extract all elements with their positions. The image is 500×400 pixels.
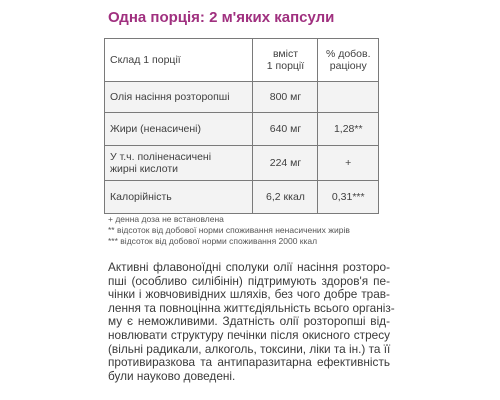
header-daily-value: % добов. раціону — [318, 39, 379, 82]
table-row — [105, 82, 379, 113]
description-line: лення та повноцінна життєдіяльність всього організ- — [108, 300, 395, 315]
ingredient-daily-value — [318, 82, 379, 113]
supplement-facts-table — [104, 38, 379, 214]
ingredient-name: Олія насіння розторопші — [105, 82, 253, 113]
ingredient-daily-value: 1,28** — [318, 113, 379, 146]
footnotes — [108, 214, 350, 247]
description-line: були науково доведені. — [108, 368, 236, 383]
footnote: ** відсоток від добової норми споживання ненасичених жирів — [108, 225, 350, 235]
description-line: Активні флавоноїдні сполуки олії насіння розторо- — [108, 260, 390, 274]
ingredient-daily-value: + — [318, 146, 379, 181]
table-row — [105, 181, 379, 214]
table-row — [105, 113, 379, 146]
ingredient-amount: 224 мг — [253, 146, 318, 181]
ingredient-daily-value: 0,31*** — [318, 181, 379, 214]
description-line: (вільні радикали, алкоголь, токсини, ліки та ін.) та її — [108, 341, 391, 356]
ingredient-amount: 6,2 ккал — [253, 181, 318, 214]
footnote: *** відсоток від добової норми споживання 2000 ккал — [108, 236, 318, 246]
header-amount: вміст 1 порції — [253, 39, 318, 82]
serving-size-title: Одна порція: 2 м'яких капсули — [108, 9, 335, 26]
ingredient-amount: 640 мг — [253, 113, 318, 146]
table-row — [105, 146, 379, 181]
table-header-row — [105, 39, 379, 82]
ingredient-name: Жири (ненасичені) — [105, 113, 253, 146]
ingredient-name: Калорійність — [105, 181, 253, 214]
description-line: противиразкова та антипаразитарна ефективність — [108, 355, 390, 370]
footnote: + денна доза не встановлена — [108, 214, 224, 224]
description-line: чінки і жовчовивідних шляхів, без чого добре трав- — [108, 287, 390, 302]
description-line: новлювати структуру печінки після окисного стресу — [108, 327, 390, 342]
description-line: му є неможливими. Здатність олії розторопші від- — [108, 314, 390, 329]
ingredient-amount: 800 мг — [253, 82, 318, 113]
description-line: пші (особливо силібінін) підтримують здоров'я пе- — [108, 273, 390, 288]
product-description — [108, 260, 395, 383]
ingredient-name: У т.ч. поліненасичені жирні кислоти — [105, 146, 253, 181]
header-composition: Склад 1 порції — [105, 39, 253, 82]
